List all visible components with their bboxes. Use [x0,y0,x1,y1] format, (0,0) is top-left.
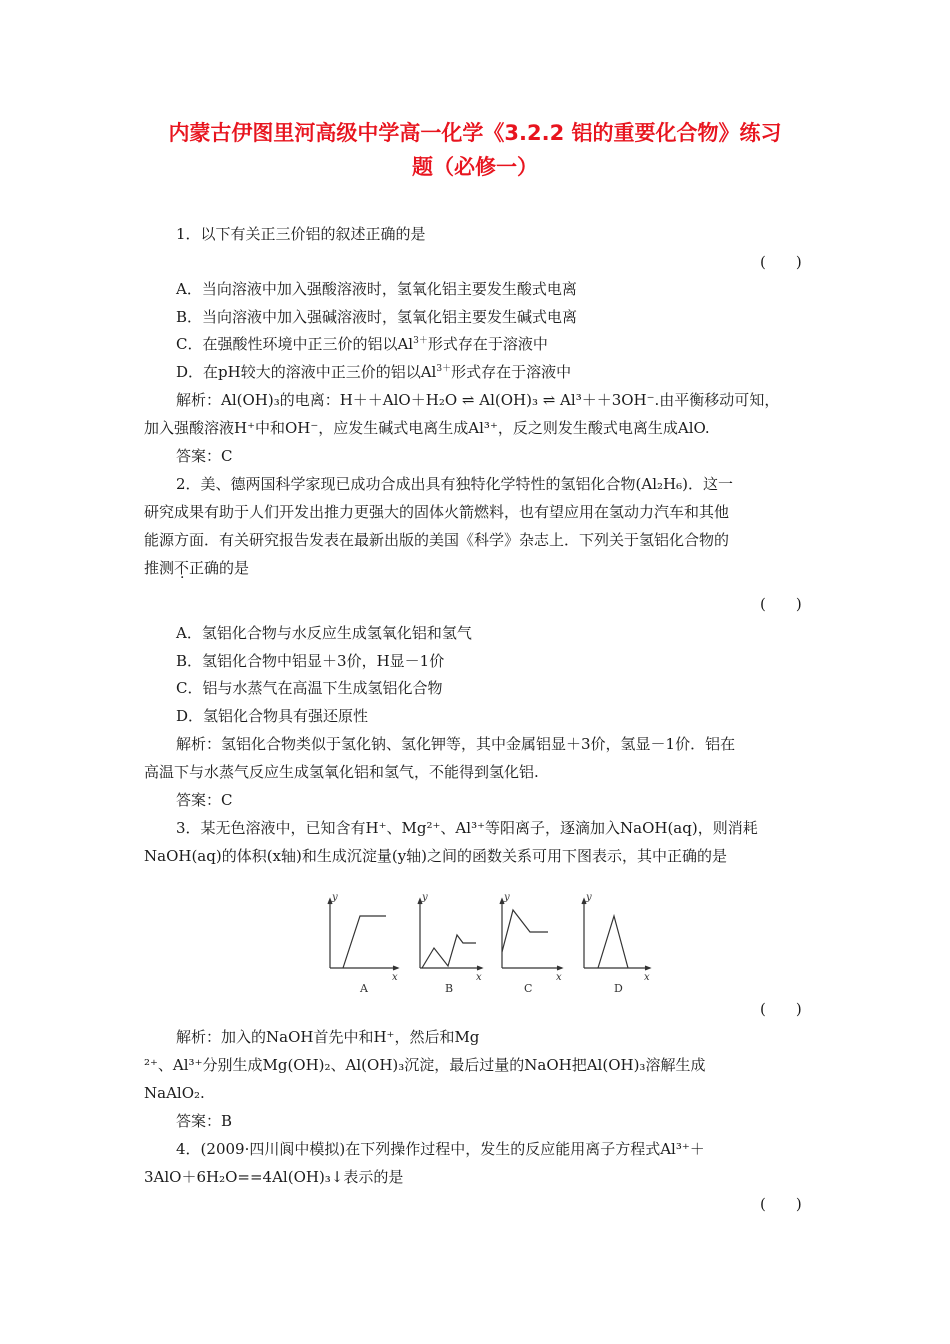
q1-answer: 答案：C [176,447,233,465]
q4-answer-paren: ( ) [760,1195,802,1213]
graph-label-a: A [360,982,368,995]
q3-answer: 答案：B [176,1112,233,1130]
q1-option-a: A．当向溶液中加入强酸溶液时，氢氧化铝主要发生酸式电离 [176,280,577,298]
q3-answer-paren: ( ) [760,1000,802,1018]
q3-stem-line1: 3．某无色溶液中，已知含有H⁺、Mg²⁺、Al³⁺等阳离子，逐滴加入NaOH(aq)，则消耗 [176,819,758,837]
axis-y-label-c: y [504,892,510,903]
q1-stem: 1．以下有关正三价铝的叙述正确的是 [176,225,426,243]
q4-stem-line2: 3AlO＋6H₂O==4Al(OH)₃↓表示的是 [144,1168,404,1186]
graph-label-d: D [614,982,623,995]
q2-option-c: C．铝与水蒸气在高温下生成氢铝化合物 [176,679,443,697]
graph-a [328,899,398,970]
q1-option-c: C．在强酸性环境中正三价的铝以$Al^{3+}$形式存在于溶液中 [176,335,548,353]
q3-analysis-line1: 解析：加入的NaOH首先中和H⁺，然后和Mg [176,1028,480,1046]
axis-y-label-b: y [422,892,428,903]
q3-stem-line2: NaOH(aq)的体积(x轴)和生成沉淀量(y轴)之间的函数关系可用下图表示，其中正确的是 [144,847,728,865]
q2-stem-line1: 2．美、德两国科学家现已成功合成出具有独特化学特性的氢铝化合物(Al₂H₆)．这一 [176,475,733,493]
graph-d [582,899,650,970]
axis-x-label-c: x [556,972,562,983]
q3-analysis-line2: ²⁺、Al³⁺分别生成Mg(OH)₂、Al(OH)₃沉淀，最后过量的NaOH把Al(OH)₃溶解生成 [144,1056,706,1074]
axis-y-label-a: y [332,892,338,903]
q2-answer-paren: ( ) [760,595,802,613]
q2-answer: 答案：C [176,791,233,809]
q2-analysis-line1: 解析：氢铝化合物类似于氢化钠、氢化钾等，其中金属铝显＋3价，氢显－1价．铝在 [176,735,736,753]
axis-x-label-d: x [644,972,650,983]
q2-stem-line4: 推测不正确的是 [144,559,250,577]
q2-option-a: A．氢铝化合物与水反应生成氢氧化铝和氢气 [176,624,472,642]
q3-analysis-line3: NaAlO₂. [144,1084,205,1102]
q1-option-b: B．当向溶液中加入强碱溶液时，氢氧化铝主要发生碱式电离 [176,308,578,326]
q1-option-d: D．在pH较大的溶液中正三价的铝以$Al^{3+}$形式存在于溶液中 [176,363,572,381]
page-title-line2: 题（必修一） [412,155,538,179]
axis-x-label-b: x [476,972,482,983]
emphasis-mark: 不 [174,559,190,577]
axis-y-label-d: y [586,892,592,903]
graph-label-c: C [524,982,533,995]
q4-stem-line1: 4．(2009·四川阆中模拟)在下列操作过程中，发生的反应能用离子方程式Al³⁺＋ [176,1140,705,1158]
graph-b [418,899,482,970]
q2-stem-line3: 能源方面．有关研究报告发表在最新出版的美国《科学》杂志上．下列关于氢铝化合物的 [144,531,730,549]
q2-option-b: B．氢铝化合物中铝显＋3价，H显－1价 [176,652,445,670]
q2-stem-line2: 研究成果有助于人们开发出推力更强大的固体火箭燃料，也有望应用在氢动力汽车和其他 [144,503,730,521]
q1-analysis-line2: 加入强酸溶液H⁺中和OH⁻，应发生碱式电离生成Al³⁺，反之则发生酸式电离生成AlO. [144,419,710,437]
graph-label-b: B [445,982,454,995]
axis-x-label-a: x [392,972,398,983]
graph-c [500,899,562,970]
q2-option-d: D．氢铝化合物具有强还原性 [176,707,369,725]
q3-graph-figure [318,888,658,1000]
q1-analysis-line1: 解析：Al(OH)₃的电离：H＋＋AlO＋H₂O ⇌ Al(OH)₃ ⇌ Al³＋＋3OH⁻.由平衡移动可知， [176,391,780,409]
page-title-line1: 内蒙古伊图里河高级中学高一化学《3.2.2 铝的重要化合物》练习 [168,121,782,145]
q1-answer-paren: ( ) [760,253,802,271]
q2-analysis-line2: 高温下与水蒸气反应生成氢氧化铝和氢气，不能得到氢化铝. [144,763,539,781]
